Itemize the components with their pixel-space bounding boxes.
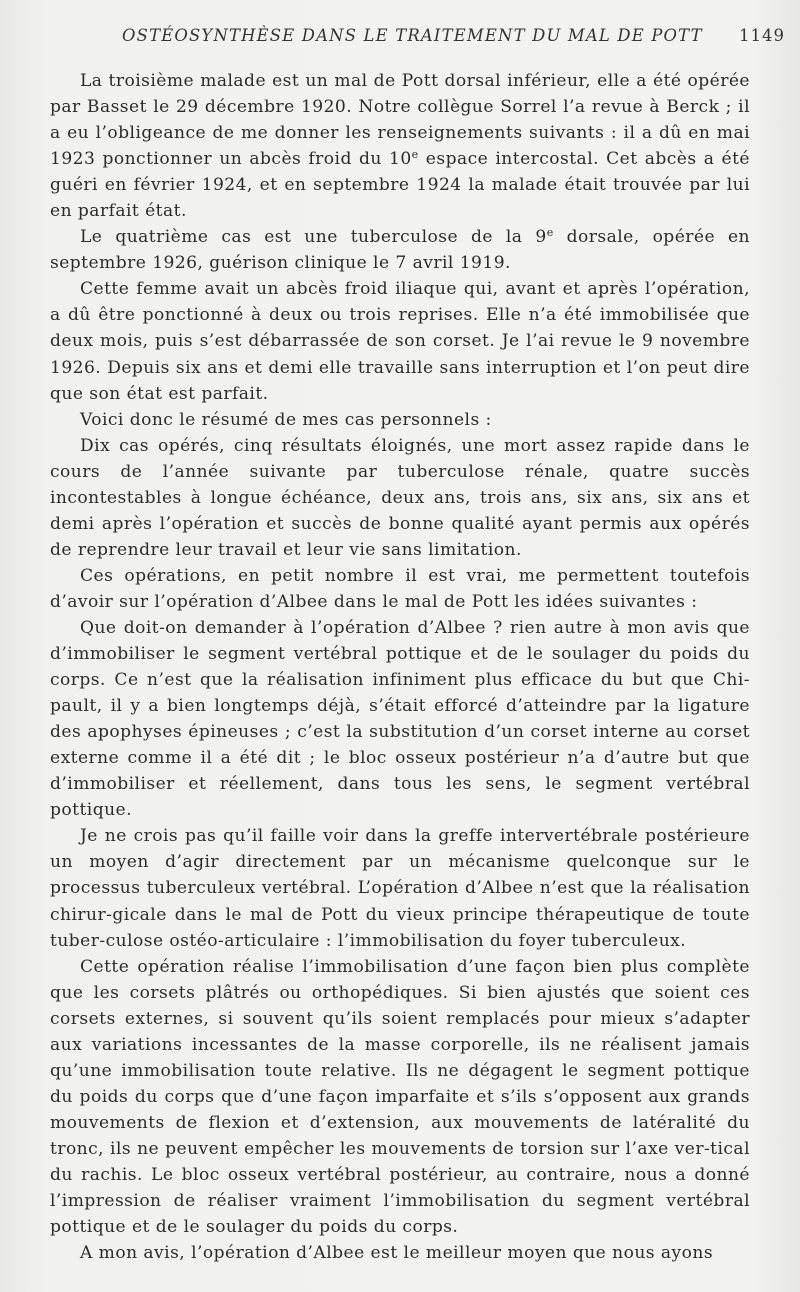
paragraph-text: Le quatrième cas est une tuberculose de la 9 — [80, 227, 547, 248]
paragraph — [50, 68, 750, 224]
paragraph: Ces opérations, en petit nombre il est vrai, me permettent toutefois d’avoir sur l’opération d’Albee dans le mal de Pott les idées suivantes : — [50, 565, 750, 612]
paragraph-text: espace intercostal. Cet abcès a été guéri en février 1924, et en septembre 1924 la malade était trouvée par lui en parfait état. — [50, 149, 750, 222]
page-header — [50, 26, 785, 54]
running-title: OSTÉOSYNTHÈSE DANS LE TRAITEMENT DU MAL DE POTT — [122, 26, 703, 45]
paragraph: Que doit-on demander à l’opération d’Albee ? rien autre à mon avis que d’immobiliser le segment vertébral pottique et de le soulager du poids du corps. Ce n’est que la réalisation infiniment plus efficace du but que Chi-pault, il y a bien longtemps déjà, s’était efforcé d’atteindre par la ligature des apophyses épineuses ; c’est la substitution d’un corset interne au corset externe comme il a été dit ; le bloc osseux postérieur n’a d’autre but que d’immobiliser et réellement, dans tous les sens, le segment vertébral pottique. — [50, 617, 750, 821]
page-number: 1149 — [739, 26, 785, 45]
paragraph: Dix cas opérés, cinq résultats éloignés, une mort assez rapide dans le cours de l’année suivante par tuberculose rénale, quatre succès incontestables à longue échéance, deux ans, trois ans, six ans, six ans et demi après l’opération et succès de bonne qualité ayant permis aux opérés de reprendre leur travail et leur vie sans limitation. — [50, 435, 750, 560]
paragraph-text: dorsale, opérée en septembre 1926, guérison clinique le 7 avril 1919. — [50, 227, 750, 274]
paragraph: Je ne crois pas qu’il faille voir dans la greffe intervertébrale postérieure un moyen d’agir directement par un mécanisme quelconque sur le processus tuberculeux vertébral. L’opération d’Albee n’est que la réalisation chirur-gicale dans le mal de Pott du vieux principe thérapeutique de toute tuber-culose ostéo-articulaire : l’immobilisation du foyer tuberculeux. — [50, 826, 750, 951]
paragraph: Cette femme avait un abcès froid iliaque qui, avant et après l’opération, a dû être ponctionné à deux ou trois reprises. Elle n’a été immobilisée que deux mois, puis s’est débarrassée de son corset. Je l’ai revue le 9 novembre 1926. Depuis six ans et demi elle travaille sans interruption et l’on peut dire que son état est parfait. — [50, 279, 750, 404]
body-text — [50, 68, 750, 1266]
superscript: e — [546, 226, 554, 240]
paragraph: A mon avis, l’opération d’Albee est le meilleur moyen que nous ayons — [80, 1243, 714, 1264]
superscript: e — [411, 148, 419, 162]
paragraph: Cette opération réalise l’immobilisation d’une façon bien plus complète que les corsets plâtrés ou orthopédiques. Si bien ajustés que soient ces corsets externes, si souvent qu’ils soient remplacés pour mieux s’adapter aux variations incessantes de la masse corporelle, ils ne réalisent jamais qu’une immobilisation toute relative. Ils ne dégagent le segment pottique du poids du corps que d’une façon imparfaite et s’ils s’opposent aux grands mouvements de flexion et d’extension, aux mouvements de latéralité du tronc, ils ne peuvent empêcher les mouvements de torsion sur l’axe ver-tical du rachis. Le bloc osseux vertébral postérieur, au contraire, nous a donné l’impression de réaliser vraiment l’immobilisation du segment vertébral pottique et de le soulager du poids du corps. — [50, 956, 750, 1238]
paragraph-text: La troisième malade est un mal de Pott dorsal inférieur, elle a été opérée par Basset le 29 décembre 1920. Notre collègue Sorrel l’a revue à Berck ; il a eu l’obligeance de me donner les renseignements suivants : il a dû en mai 1923 ponctionner un abcès froid du 10 — [50, 71, 750, 170]
paragraph: Voici donc le résumé de mes cas personnels : — [80, 409, 492, 430]
paragraph — [50, 224, 750, 276]
